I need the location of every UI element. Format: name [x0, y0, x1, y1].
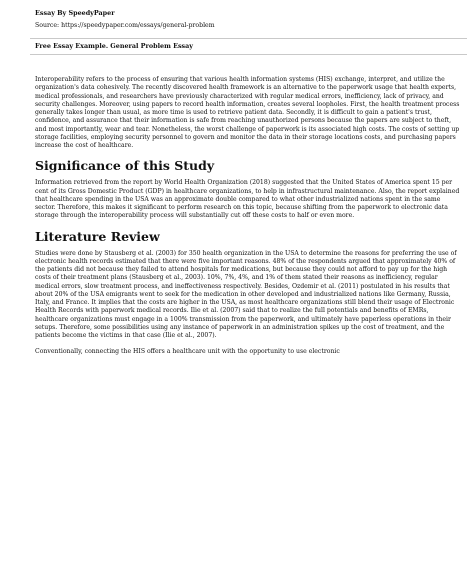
intro-paragraph: Interoperability refers to the process of ensuring that various health information systems (HIS) exchange, interpret, and utilize the organization's data cohesively. The recently discovered health framework is an alternative to the paperwork usage that health experts, medical professionals, and researchers have previously characterized with regular medical errors, inefficiency, lack of privacy, and security challenges. Moreover, using papers to record health information, creates several loopholes. First, the health treatment process generally takes longer than usual, as more time is used to retrieve patient data. Secondly, it is difficult to gain a patient's trust, confidence, and assurance that their information is safe from reaching unauthorized persons because the papers are subject to theft, and most importantly, wear and tear. Nonetheless, the worst challenge of paperwork is its associated high costs. The costs of setting up storage facilities, employing security personnel to govern and monitor the data in their storage locations costs, and purchasing papers increase the cost of healthcare.	[35, 76, 460, 149]
significance-paragraph: Information retrieved from the report by World Health Organization (2018) suggested that the United States of America spent 15 per cent of its Gross Domestic Product (GDP) in healthcare organizations, to help in infrastructural maintenance. Also, the report explained that healthcare spending in the USA was an approximate double compared to what other industrialized nations spent in the same sector. Therefore, this makes it significant to perform research on this topic, because shifting from the paperwork to electronic data storage through the interoperability process will substantially cut off these costs to half or even more.	[35, 179, 460, 220]
title-bar	[30, 38, 467, 55]
source-label: Source:	[35, 22, 62, 29]
essay-author: Essay By SpeedyPaper	[35, 9, 115, 17]
essay-title: Free Essay Example. General Problem Essay	[35, 42, 193, 50]
literature-paragraph-2: Conventionally, connecting the HIS offers a healthcare unit with the opportunity to use electronic	[35, 348, 340, 356]
literature-heading: Literature Review	[35, 228, 160, 244]
significance-heading: Significance of this Study	[35, 158, 215, 174]
literature-paragraph-1: Studies were done by Stausberg et al. (2003) for 350 health organization in the USA to determine the reasons for preferring the use of electronic health records estimated that there were five important reasons. 48% of the respondents argued that approximately 40% of the patients did not because they failed to attend hospitals for medications, but because they could not afford to pay up for the high costs of their treatment plans (Stausberg et al., 2003). 10%, 7%, 4%, and 1% of them stated their reasons as inefficiency, regular medical errors, slow treatment process, and ineffectiveness respectively. Besides, Ozdemir et al. (2011) postulated in his results that about 20% of the USA emigrants went to seek for the medication in other developed and industrialized nations like Germany, Russia, Italy, and France. It implies that the costs are higher in the USA, as most healthcare organizations still blend their usage of Electronic Health Records with paperwork medical records. Ilie et al. (2007) said that to realize the full potentials and benefits of EMRs, healthcare organizations must engage in a 100% transmission from the paperwork, and ultimately have paperless operations in their setups. Therefore, some possibilities using any instance of paperwork in an administration spikes up the cost of treatment, and the patients become the victims in that case (Ilie et al., 2007).	[35, 249, 457, 339]
source-link[interactable]: https://speedypaper.com/essays/general-problem	[61, 22, 215, 29]
source-line	[35, 21, 460, 30]
